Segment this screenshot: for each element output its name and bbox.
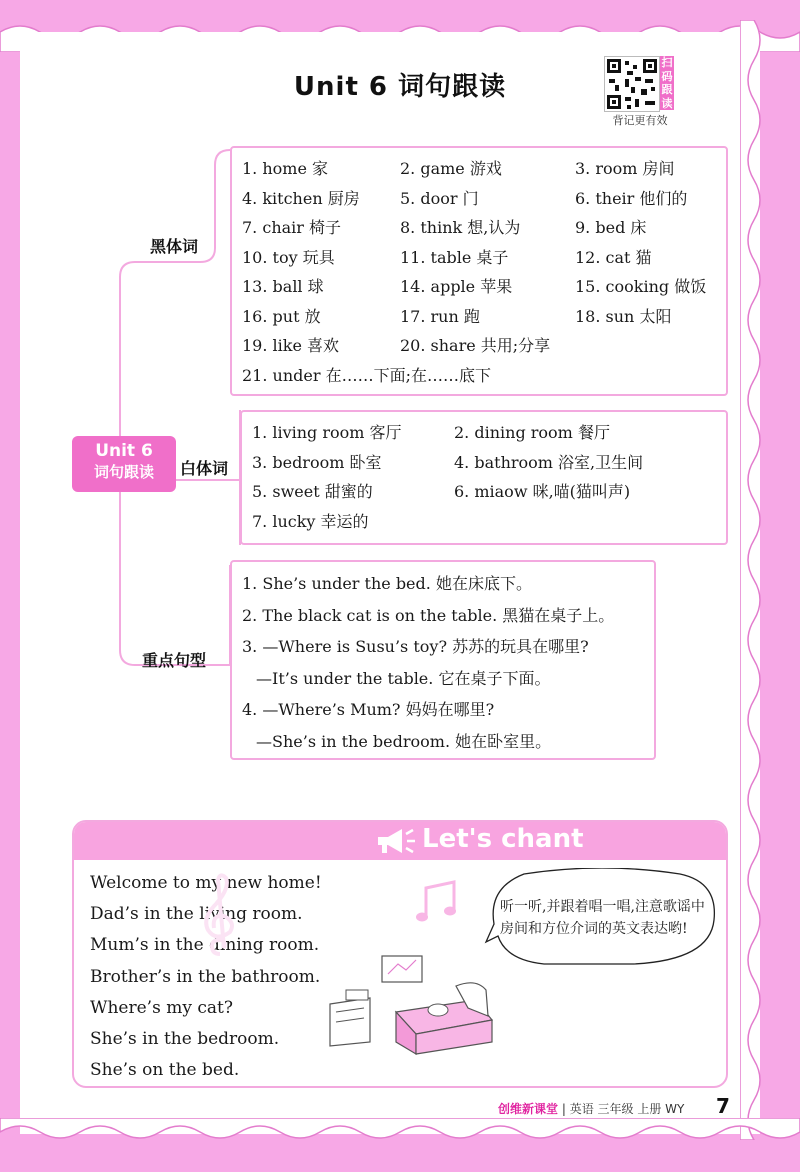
chant-line: Mum’s in the dining room. [90, 935, 320, 956]
footer-book-info [498, 1100, 684, 1117]
page-number: 7 [716, 1094, 730, 1118]
page-title: Unit 6 词句跟读 [293, 72, 507, 102]
branch-label-bold-words: 黑体词 [150, 237, 199, 256]
chant-header-bar [74, 822, 726, 860]
vocab-item: 8. think 想,认为 [400, 218, 521, 237]
vocab-item: 20. share 共用;分享 [400, 336, 551, 355]
vocab-item: 6. their 他们的 [575, 188, 688, 208]
vocab-item: 17. run 跑 [400, 306, 480, 326]
vocab-item: 5. door 门 [400, 188, 479, 208]
bedroom-illustration [326, 950, 496, 1060]
treble-clef-icon [190, 870, 250, 960]
key-sentences-list [232, 562, 654, 763]
branch-label-key-sentences: 重点句型 [142, 651, 207, 670]
chant-title: Let's chant [422, 824, 584, 854]
vocab-item: 11. table 桌子 [400, 247, 509, 267]
plain-words-box [240, 410, 728, 545]
vocab-item-empty [575, 333, 725, 359]
chant-line: She’s in the bedroom. [90, 1029, 280, 1050]
vocab-item: 15. cooking 做饭 [575, 277, 707, 296]
vocab-item: 14. apple 苹果 [400, 277, 513, 296]
qr-caption: 背记更有效 [612, 114, 668, 127]
center-badge-line2: 词句跟读 [93, 463, 154, 481]
vocab-item: 19. like 喜欢 [242, 336, 340, 355]
vocab-item: 7. chair 椅子 [242, 218, 342, 237]
vocab-item: 16. put 放 [242, 306, 321, 326]
wavy-bottom-border [0, 1118, 800, 1158]
bubble-instruction: 听一听,并跟着唱一唱,注意歌谣中房间和方位介词的英文表达哟! [500, 899, 705, 937]
sentence-item: 3. —Where is Susu’s toy? 苏苏的玩具在哪里? [242, 637, 589, 656]
key-sentences-box [230, 560, 656, 760]
chant-line: Dad’s in the living room. [90, 904, 303, 925]
footer-brand: 创维新课堂 [498, 1102, 559, 1116]
megaphone-icon [374, 826, 416, 856]
vocab-item: 18. sun 太阳 [575, 306, 672, 326]
vocab-item: 4. bathroom 浴室,卫生间 [454, 452, 644, 472]
vocab-item: 5. sweet 甜蜜的 [252, 482, 373, 501]
wavy-right-border [740, 20, 770, 1140]
plain-words-list [242, 412, 726, 542]
branch-label-plain-words: 白体词 [180, 459, 229, 478]
chant-line: Welcome to my new home! [90, 873, 322, 893]
sentence-item: —It’s under the table. 它在桌子下面。 [256, 668, 551, 688]
vocab-item: 1. living room 客厅 [252, 423, 402, 442]
vocab-item: 21. under 在……下面;在……底下 [242, 365, 491, 385]
sentence-item: —She’s in the bedroom. 她在卧室里。 [256, 731, 552, 751]
vocab-item: 4. kitchen 厨房 [242, 188, 360, 208]
chant-line: She’s on the bed. [90, 1060, 240, 1081]
vocab-item: 12. cat 猫 [575, 247, 652, 267]
music-notes-icon [414, 880, 464, 924]
vocab-item: 9. bed 床 [575, 218, 647, 237]
vocab-item: 10. toy 玩具 [242, 247, 335, 267]
bold-words-list [232, 148, 726, 396]
unit-center-badge [72, 436, 176, 492]
sentence-item: 1. She’s under the bed. 她在床底下。 [242, 574, 532, 593]
bold-words-box [230, 146, 728, 396]
vocab-item: 3. bedroom 卧室 [252, 452, 382, 472]
sentence-item: 4. —Where’s Mum? 妈妈在哪里? [242, 700, 495, 719]
vocab-item: 13. ball 球 [242, 277, 324, 296]
qr-scan-label: 扫码跟读 [661, 56, 673, 110]
center-badge-line1: Unit 6 [95, 441, 153, 461]
sentence-item: 2. The black cat is on the table. 黑猫在桌子上。 [242, 605, 615, 625]
chant-line: Brother’s in the bathroom. [90, 966, 321, 987]
chant-line: Where’s my cat? [90, 997, 233, 1018]
vocab-item: 2. game 游戏 [400, 159, 502, 178]
vocab-item: 2. dining room 餐厅 [454, 423, 610, 442]
footer-grade-info: | 英语 三年级 上册 WY [561, 1102, 685, 1116]
vocab-item: 1. home 家 [242, 159, 329, 178]
vocab-item: 3. room 房间 [575, 159, 675, 178]
qr-code-icon[interactable] [604, 56, 660, 112]
vocab-item: 6. miaow 咪,喵(猫叫声) [454, 482, 631, 501]
vocab-item: 7. lucky 幸运的 [252, 511, 369, 531]
